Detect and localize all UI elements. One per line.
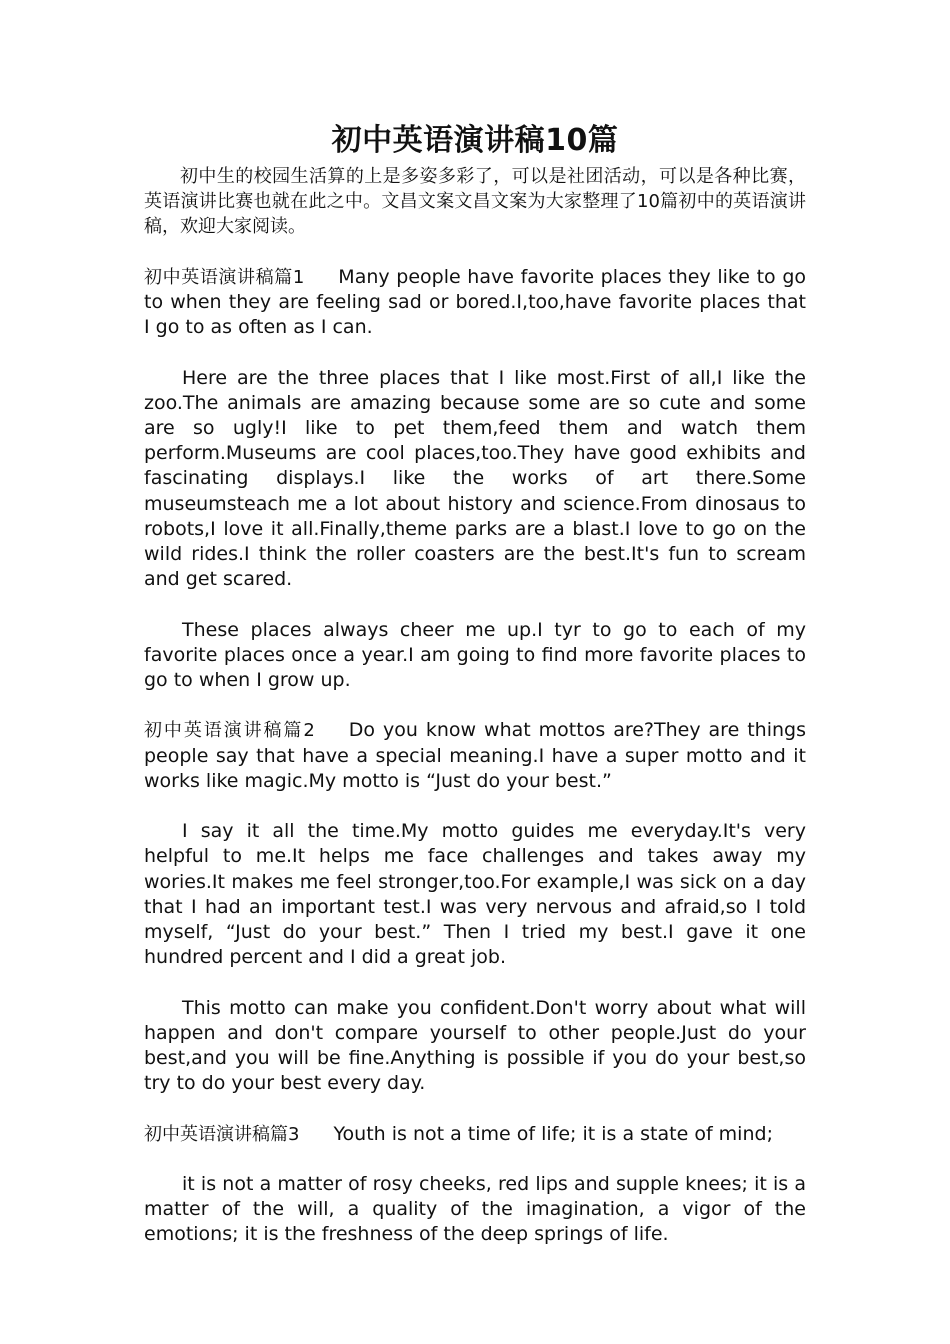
spacer xyxy=(144,693,806,718)
section-3-heading: 初中英语演讲稿篇3 xyxy=(144,1123,300,1145)
section-1-first-paragraph xyxy=(144,265,806,341)
section-2-paragraph-2: I say it all the time.My motto guides me everyday.It's very helpful to me.It helps me face challenges and takes away my wories.It makes me feel stronger,too.For example,I was sick on a day that I had an important test.I was very nervous and afraid,so I told myself, “Just do your best.” Then I tried my best.I gave it one hundred percent and I did a great job. xyxy=(144,820,806,969)
section-3-text-1: Youth is not a time of life; it is a state of mind; xyxy=(333,1122,773,1145)
spacer xyxy=(144,970,806,995)
spacer xyxy=(144,794,806,819)
section-2-first-paragraph xyxy=(144,718,806,794)
spacer xyxy=(144,1096,806,1121)
section-3-first-paragraph xyxy=(144,1122,806,1147)
spacer xyxy=(144,240,806,265)
section-1-paragraph-3: These places always cheer me up.I tyr to go to each of my favorite places once a year.I am going to find more favorite places to go to when I grow up. xyxy=(144,618,806,692)
section-3-paragraph-2: it is not a matter of rosy cheeks, red lips and supple knees; it is a matter of the will, a quality of the imagination, a vigor of the emotions; it is the freshness of the deep springs of life. xyxy=(144,1173,806,1246)
section-2-text-1: Do you know what mottos are?They are things people say that have a special meaning.I have a super motto and it works like magic.My motto is “Just do your best.” xyxy=(144,719,806,792)
spacer xyxy=(144,1147,806,1172)
section-2-heading: 初中英语演讲稿篇2 xyxy=(144,720,315,742)
section-1-text-1: Many people have favorite places they like to go to when they are feeling sad or bored.I,too,have favorite places that I go to as often as I can. xyxy=(144,265,806,339)
spacer xyxy=(144,340,806,365)
section-1-heading: 初中英语演讲稿篇1 xyxy=(144,266,305,288)
document-page xyxy=(144,118,806,1248)
intro-paragraph: 初中生的校园生活算的上是多姿多彩了，可以是社团活动，可以是各种比赛，英语演讲比赛也就在此之中。文昌文案文昌文案为大家整理了10篇初中的英语演讲稿，欢迎大家阅读。 xyxy=(144,166,806,238)
spacer xyxy=(144,592,806,617)
section-1-paragraph-2: Here are the three places that I like most.First of all,I like the zoo.The animals are amazing because some are so cute and some are so ugly!I like to pet them,feed them and watch them perform.Museums are cool places,too.They have good exhibits and fascinating displays.I like the works of art there.Some museumsteach me a lot about history and science.From dinosaus to robots,I love it all.Finally,theme parks are a blast.I love to go on the wild rides.I think the roller coasters are the best.It's fun to scream and get scared. xyxy=(144,366,806,591)
document-title: 初中英语演讲稿10篇 xyxy=(331,123,619,158)
section-2-paragraph-3: This motto can make you confident.Don't worry about what will happen and don't compare yourself to other people.Just do your best,and you will be fine.Anything is possible if you do your best,so try to do your best every day. xyxy=(144,996,806,1095)
